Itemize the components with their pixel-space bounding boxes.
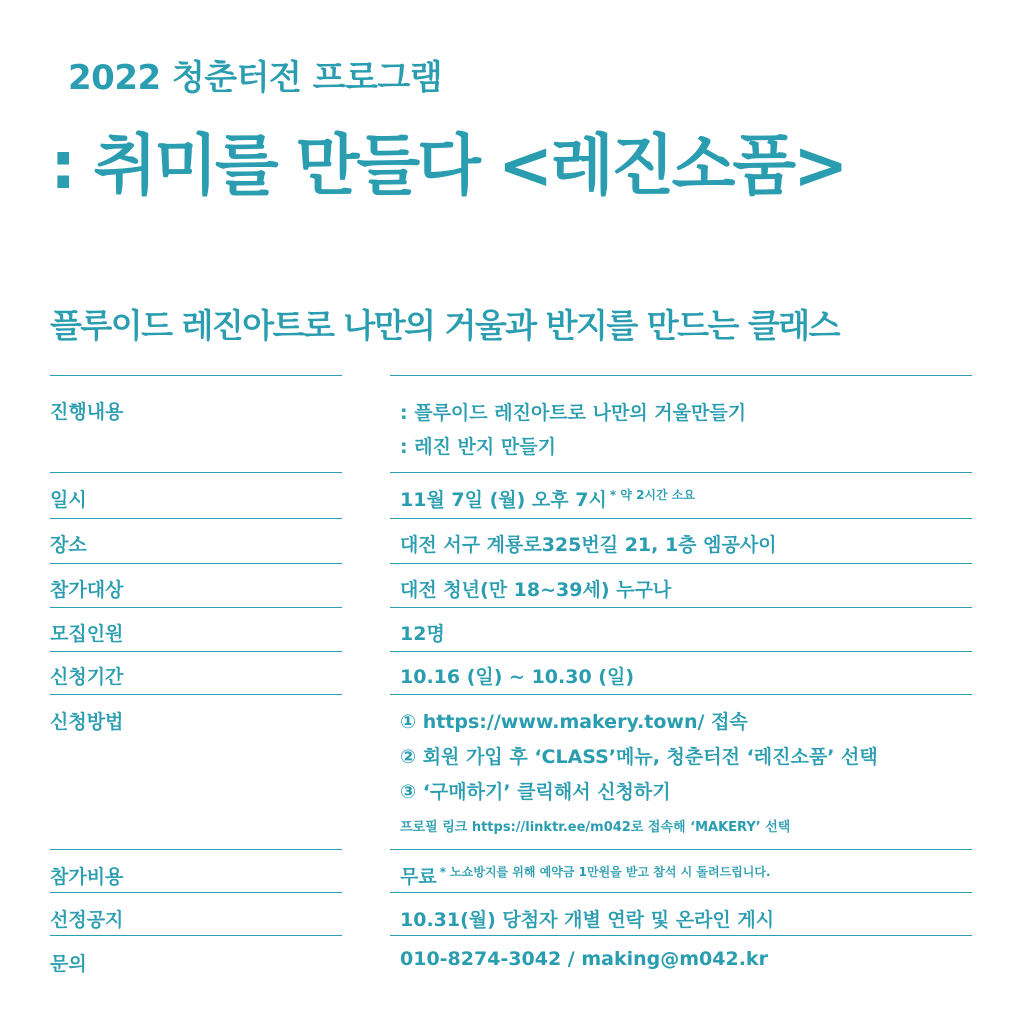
label-date: 일시 <box>50 489 87 511</box>
divider <box>390 694 972 695</box>
label-period: 신청기간 <box>50 666 124 688</box>
date-note: * 약 2시간 소요 <box>609 488 695 502</box>
divider <box>390 607 972 608</box>
value-method-step2: ② 회원 가입 후 ‘CLASS’메뉴, 청춘터전 ‘레진소품’ 선택 <box>400 746 878 768</box>
divider <box>50 472 342 473</box>
label-capacity: 모집인원 <box>50 623 124 645</box>
divider <box>50 607 342 608</box>
divider <box>390 935 972 936</box>
label-place: 장소 <box>50 534 87 556</box>
label-notice: 선정공지 <box>50 909 124 931</box>
value-method-step3: ③ ‘구매하기’ 클릭해서 신청하기 <box>400 781 671 803</box>
label-method: 신청방법 <box>50 711 124 733</box>
value-capacity: 12명 <box>400 623 445 645</box>
program-title: 2022 청춘터전 프로그램 <box>68 58 443 98</box>
subtitle: 플루이드 레진아트로 나만의 거울과 반지를 만드는 클래스 <box>50 306 840 345</box>
value-notice: 10.31(월) 당첨자 개별 연락 및 온라인 게시 <box>400 909 775 931</box>
divider <box>50 694 342 695</box>
divider <box>390 518 972 519</box>
divider <box>50 518 342 519</box>
value-content-1: : 플루이드 레진아트로 나만의 거울만들기 <box>400 402 747 424</box>
value-method-note: 프로필 링크 https://linktr.ee/m042로 접속해 ‘MAKERY’ 선택 <box>400 820 791 835</box>
page-title: : 취미를 만들다 <레진소품> <box>50 127 846 204</box>
divider-right-top <box>390 375 972 376</box>
value-method-step1: ① https://www.makery.town/ 접속 <box>400 711 748 733</box>
label-contact: 문의 <box>50 953 87 975</box>
divider <box>390 849 972 850</box>
value-place: 대전 서구 계룡로325번길 21, 1층 엠공사이 <box>400 534 777 556</box>
value-fee <box>400 862 771 889</box>
divider <box>390 892 972 893</box>
label-target: 참가대상 <box>50 579 124 601</box>
divider <box>50 849 342 850</box>
value-contact: 010-8274-3042 / making@m042.kr <box>400 948 768 970</box>
value-content-2: : 레진 반지 만들기 <box>400 436 556 458</box>
divider <box>50 892 342 893</box>
divider <box>50 563 342 564</box>
divider <box>50 651 342 652</box>
divider <box>50 935 342 936</box>
value-date <box>400 485 695 512</box>
fee-text: 무료 <box>400 866 437 888</box>
label-fee: 참가비용 <box>50 866 124 888</box>
divider <box>390 563 972 564</box>
date-text: 11월 7일 (월) 오후 7시 <box>400 489 607 511</box>
divider <box>390 472 972 473</box>
label-content: 진행내용 <box>50 401 124 423</box>
fee-note: * 노쇼방지를 위해 예약금 1만원을 받고 참석 시 돌려드립니다. <box>439 865 771 879</box>
divider-left-top <box>50 375 342 376</box>
value-target: 대전 청년(만 18~39세) 누구나 <box>400 579 672 601</box>
divider <box>390 651 972 652</box>
value-period: 10.16 (일) ~ 10.30 (일) <box>400 666 635 688</box>
